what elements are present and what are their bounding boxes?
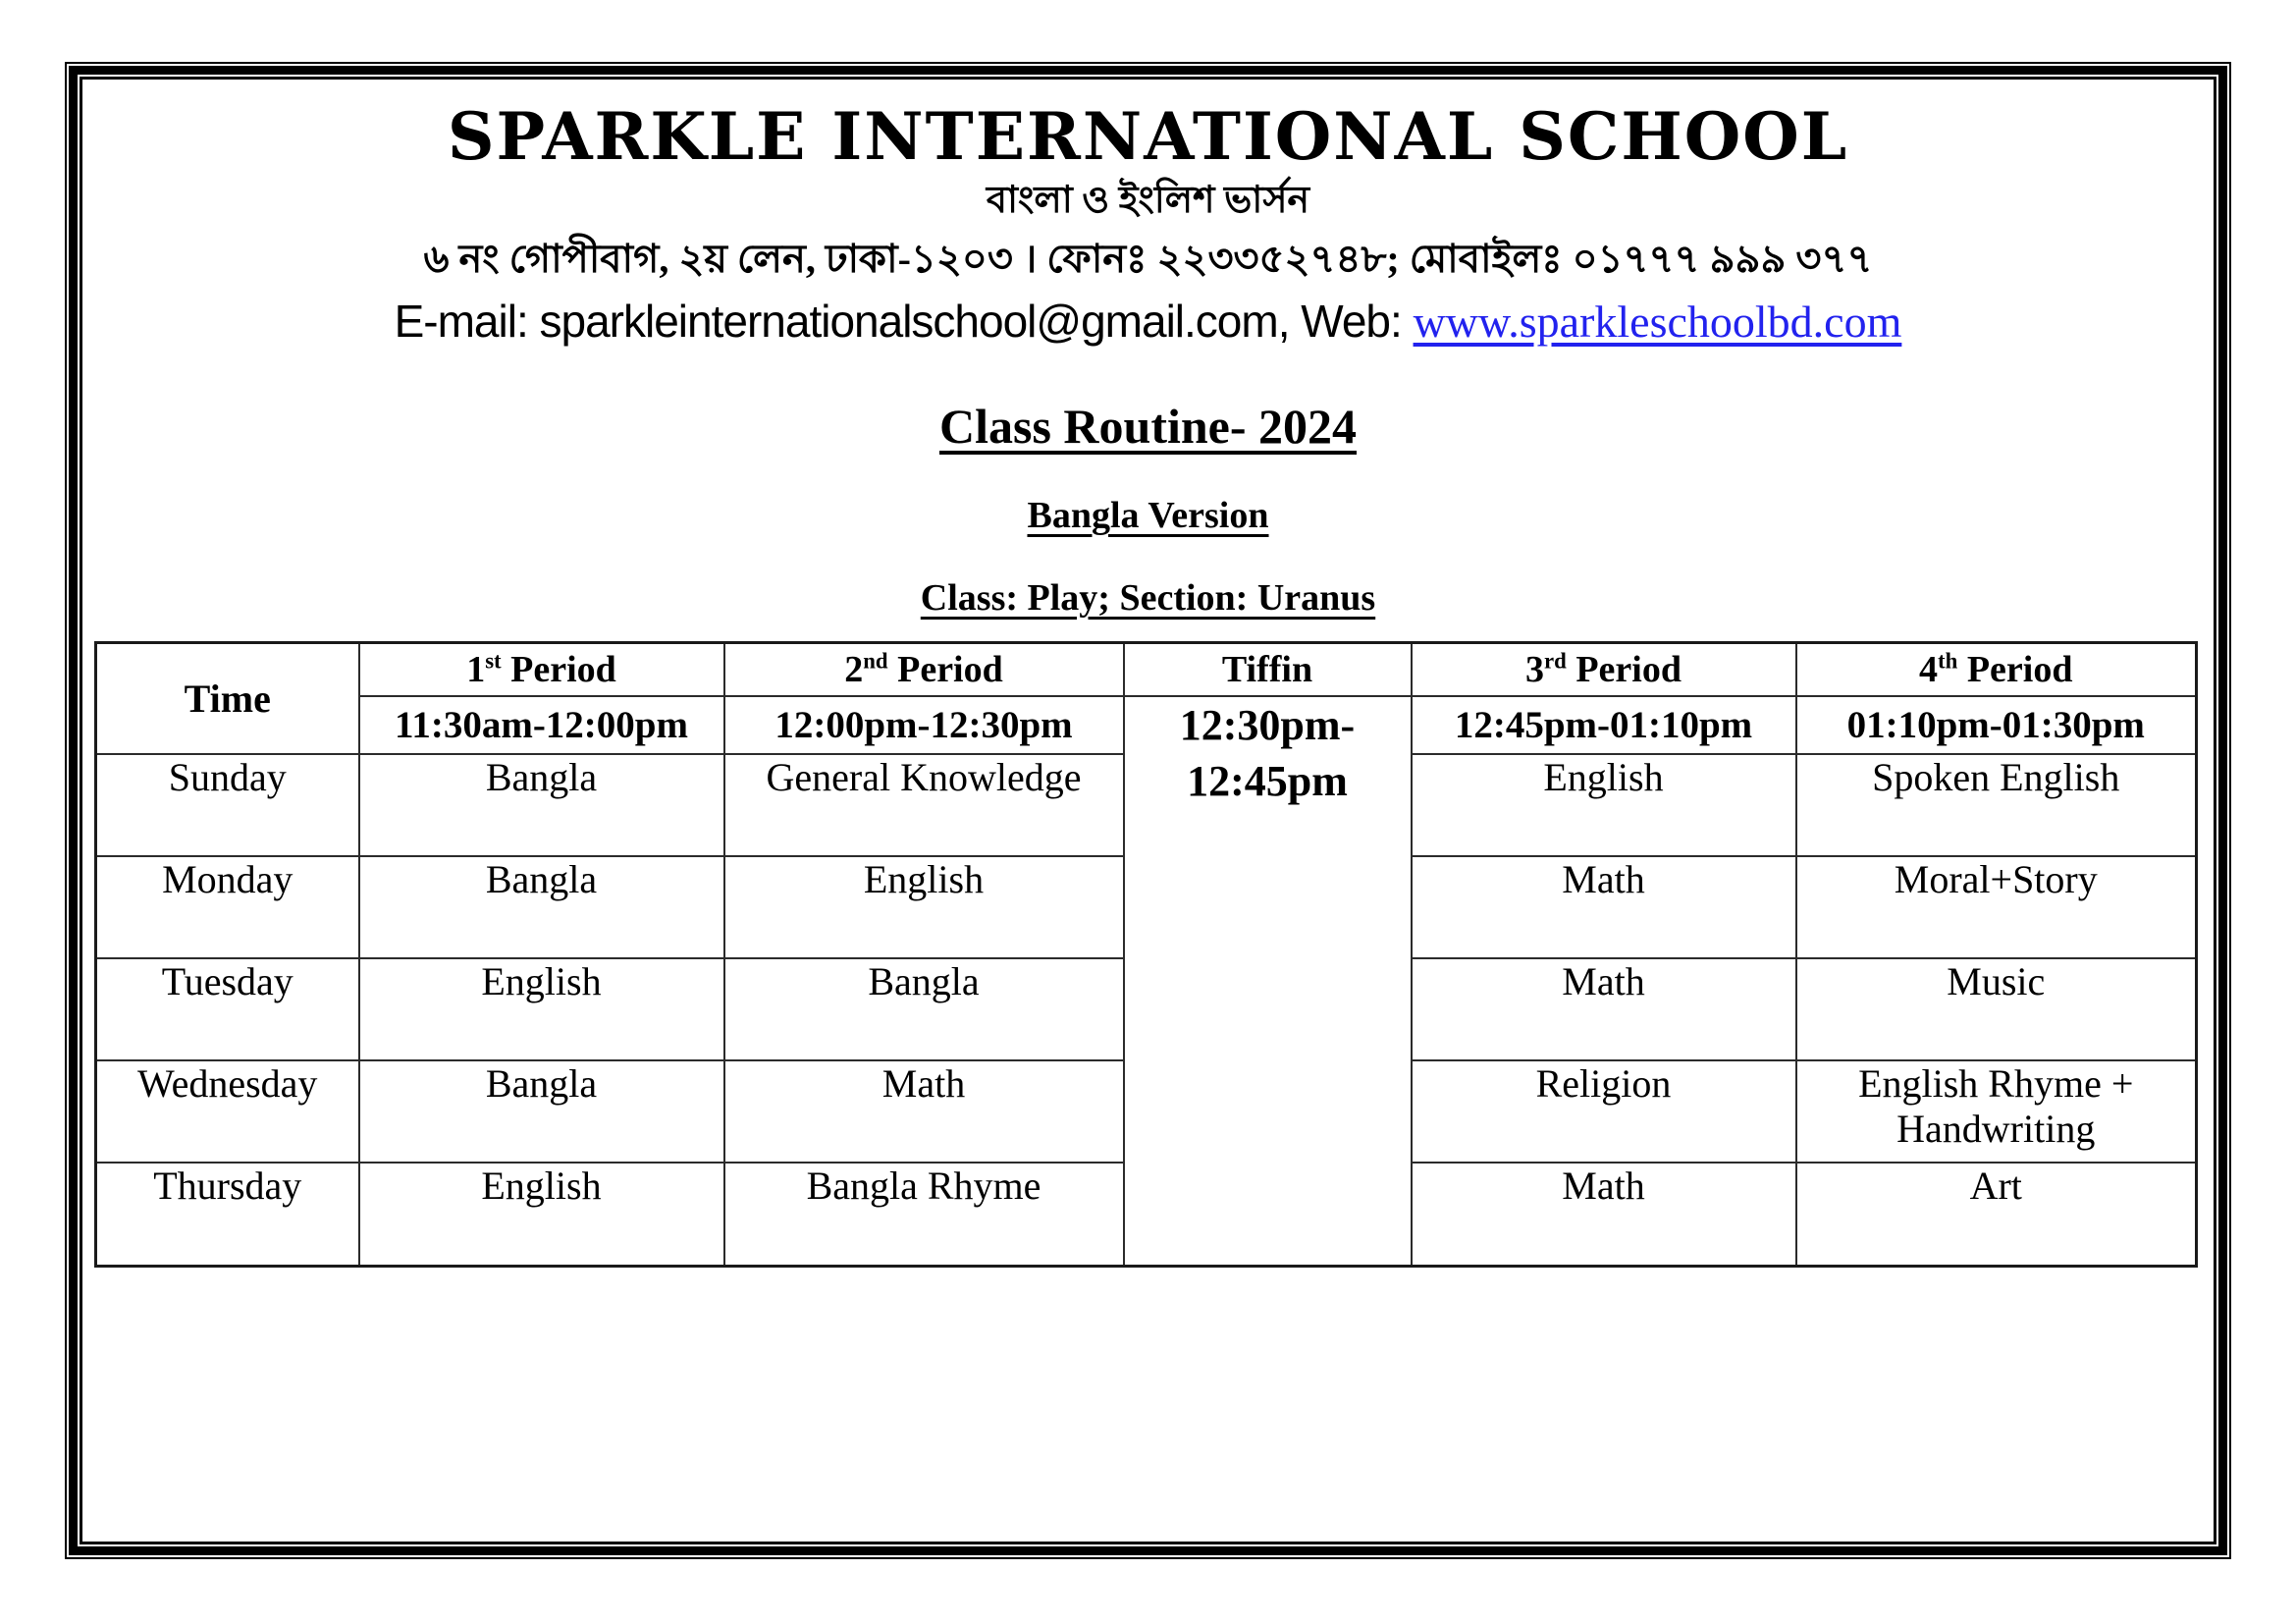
period-2-time: 12:00pm-12:30pm	[724, 696, 1124, 754]
period-1-number: 1	[466, 648, 486, 690]
page-border-inner	[80, 77, 2216, 1544]
period-4-number: 4	[1919, 648, 1939, 690]
subject-cell: English	[359, 958, 724, 1060]
subject-cell: Spoken English	[1796, 754, 2197, 856]
subject-cell: English	[724, 856, 1124, 958]
period-3-number: 3	[1525, 648, 1545, 690]
period-1-time: 11:30am-12:00pm	[359, 696, 724, 754]
school-name-title: SPARKLE INTERNATIONAL SCHOOL	[447, 98, 1849, 175]
day-label: Wednesday	[96, 1060, 359, 1163]
period-4-header	[1796, 643, 2197, 696]
period-2-header	[724, 643, 1124, 696]
subject-cell: Bangla	[359, 856, 724, 958]
subject-cell: General Knowledge	[724, 754, 1124, 856]
subject-cell: English Rhyme + Handwriting	[1796, 1060, 2197, 1163]
period-3-time: 12:45pm-01:10pm	[1412, 696, 1796, 754]
subject-cell: Math	[1412, 958, 1796, 1060]
subject-cell: Moral+Story	[1796, 856, 2197, 958]
email-web-line	[82, 295, 2214, 349]
class-section-heading: Class: Play; Section: Uranus	[920, 577, 1376, 620]
class-routine-table	[94, 641, 2198, 1268]
subject-cell: Math	[1412, 856, 1796, 958]
period-1-header	[359, 643, 724, 696]
subject-cell: Bangla	[359, 754, 724, 856]
day-label: Thursday	[96, 1163, 359, 1267]
period-header-row	[96, 643, 2197, 696]
day-label: Tuesday	[96, 958, 359, 1060]
period-2-label: Period	[897, 648, 1003, 690]
website-link[interactable]: www.sparkleschoolbd.com	[1413, 296, 1902, 347]
period-4-label: Period	[1966, 648, 2073, 690]
period-1-ordinal-suffix: st	[485, 648, 502, 674]
period-3-label: Period	[1575, 648, 1682, 690]
period-1-label: Period	[510, 648, 616, 690]
day-label: Monday	[96, 856, 359, 958]
subject-cell: Music	[1796, 958, 2197, 1060]
email-label: E-mail: sparkleinternationalschool@gmail.com, Web:	[394, 295, 1414, 347]
bangla-english-version-subtitle: বাংলা ও ইংলিশ ভার্সন	[986, 180, 1310, 222]
tiffin-header: Tiffin	[1124, 643, 1412, 696]
period-2-number: 2	[844, 648, 864, 690]
subject-cell: Bangla	[359, 1060, 724, 1163]
period-4-time: 01:10pm-01:30pm	[1796, 696, 2197, 754]
subject-cell: English	[359, 1163, 724, 1267]
period-3-header	[1412, 643, 1796, 696]
subject-cell: Bangla	[724, 958, 1124, 1060]
bangla-version-heading: Bangla Version	[1027, 495, 1269, 537]
period-4-ordinal-suffix: th	[1938, 648, 1958, 674]
time-column-header: Time	[96, 643, 359, 754]
subject-cell: English	[1412, 754, 1796, 856]
period-time-row	[96, 696, 2197, 754]
subject-cell: Math	[724, 1060, 1124, 1163]
period-3-ordinal-suffix: rd	[1544, 648, 1567, 674]
class-routine-title: Class Routine- 2024	[938, 399, 1358, 455]
period-2-ordinal-suffix: nd	[863, 648, 888, 674]
subject-cell: Art	[1796, 1163, 2197, 1267]
page-content	[82, 80, 2214, 1542]
school-address-phone: ৬ নং গোপীবাগ, ২য় লেন, ঢাকা-১২০৩ । ফোনঃ ২২৩৩৫২৭৪৮; মোবাইলঃ ০১৭৭৭ ৯৯৯ ৩৭৭	[423, 236, 1873, 281]
tiffin-time-cell: 12:30pm-12:45pm	[1124, 696, 1412, 1267]
page-border-thick	[69, 66, 2227, 1555]
subject-cell: Bangla Rhyme	[724, 1163, 1124, 1267]
day-label: Sunday	[96, 754, 359, 856]
page-border-outer	[65, 62, 2231, 1559]
subject-cell: Religion	[1412, 1060, 1796, 1163]
subject-cell: Math	[1412, 1163, 1796, 1267]
